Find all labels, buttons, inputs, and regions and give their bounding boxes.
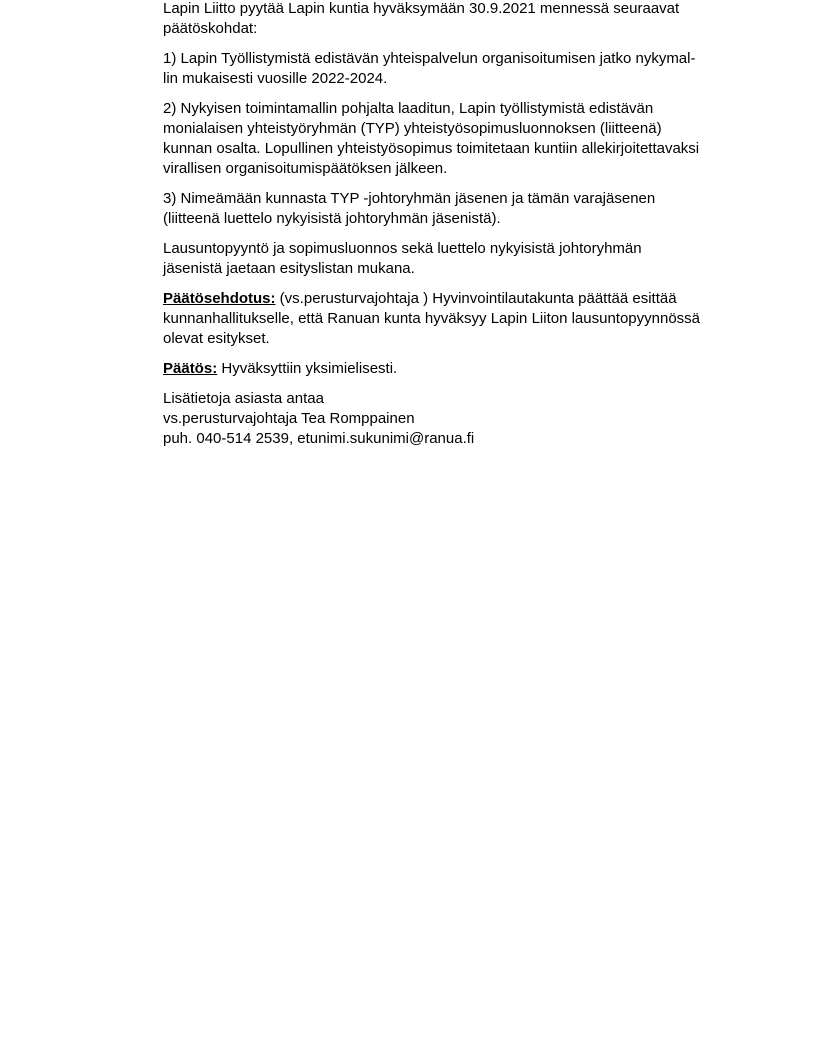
decision-paragraph: Päätös: Hyväksyttiin yksimielisesti. xyxy=(163,360,398,377)
document-body xyxy=(163,0,763,459)
contact-phone-email: puh. 040-514 2539, etunimi.sukunimi@ranua.fi xyxy=(163,430,475,447)
intro-paragraph: Lapin Liitto pyytää Lapin kuntia hyväksymään 30.9.2021 mennessä seuraavat päätöskohdat: xyxy=(163,0,680,37)
item-2-paragraph: 2) Nykyisen toimintamallin pohjalta laaditun, Lapin työllistymistä edistävän monialaisen yhteistyöryhmän (TYP) yhteistyösopimusluonnoksen (liitteenä) kunnan osalta. Lopullinen yhteistyösopimus toimitetaan kuntiin allekirjoitettavaksi virallisen organisoitumispäätöksen jälkeen. xyxy=(163,100,700,177)
proposal-label: Päätösehdotus: xyxy=(163,290,276,307)
decision-label: Päätös: xyxy=(163,360,218,377)
contact-paragraph: Lisätietoja asiasta antaa vs.perusturvajohtaja Tea Romppainen puh. 040-514 2539, etunimi.sukunimi@ranua.fi xyxy=(163,389,763,449)
item-1-paragraph: 1) Lapin Työllistymistä edistävän yhteispalvelun organisoitumisen jatko nykymal- lin mukaisesti vuosille 2022-2024. xyxy=(163,50,696,87)
item-3-paragraph: 3) Nimeämään kunnasta TYP -johtoryhmän jäsenen ja tämän varajäsenen (liitteenä luettelo nykyisistä johtoryhmän jäsenistä). xyxy=(163,190,656,227)
attachments-paragraph: Lausuntopyyntö ja sopimusluonnos sekä luettelo nykyisistä johtoryhmän jäsenistä jaetaan esityslistan mukana. xyxy=(163,240,642,277)
proposal-paragraph: Päätösehdotus: (vs.perusturvajohtaja ) Hyvinvointilautakunta päättää esittää kunnanhallitukselle, että Ranuan kunta hyväksyy Lapin Liiton lausuntopyynnössä olevat esitykset. xyxy=(163,290,701,347)
